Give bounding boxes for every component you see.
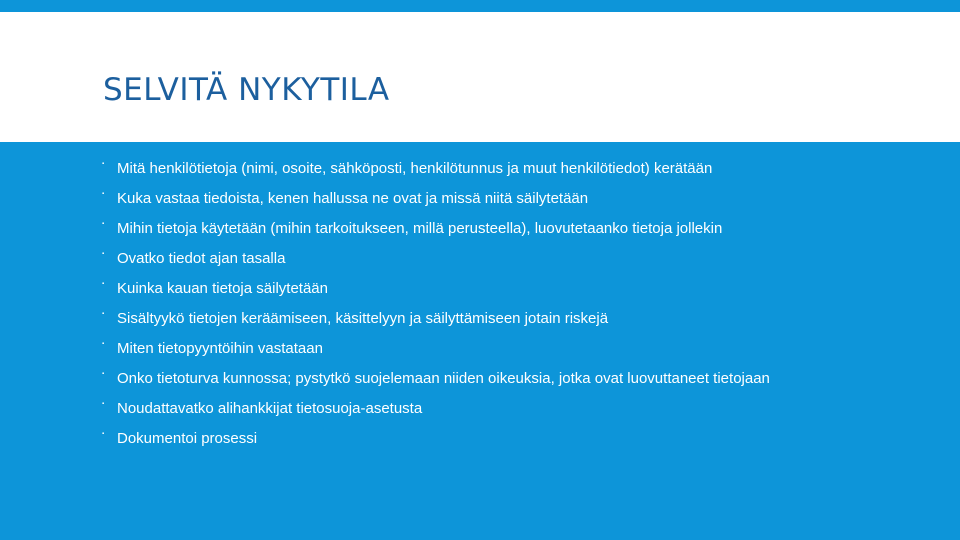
bullet-item bbox=[100, 308, 860, 328]
square-bullet-icon: ▪ bbox=[102, 341, 105, 347]
square-bullet-icon: ▪ bbox=[102, 431, 105, 437]
bullet-text: Dokumentoi prosessi bbox=[117, 430, 258, 447]
bullet-item bbox=[100, 248, 860, 268]
bullet-item bbox=[100, 428, 860, 448]
bullet-item bbox=[100, 278, 860, 298]
bullet-item bbox=[100, 158, 860, 178]
square-bullet-icon: ▪ bbox=[102, 221, 105, 227]
bullet-text: Kuinka kauan tietoja säilytetään bbox=[117, 280, 328, 297]
bullet-item bbox=[100, 398, 860, 418]
square-bullet-icon: ▪ bbox=[102, 311, 105, 317]
bullet-list bbox=[100, 158, 860, 458]
bullet-text: Noudattavatko alihankkijat tietosuoja-asetusta bbox=[117, 400, 423, 417]
bullet-text: Onko tietoturva kunnossa; pystytkö suojelemaan niiden oikeuksia, jotka ovat luovuttaneet tietojaan bbox=[117, 370, 770, 387]
bullet-text: Mihin tietoja käytetään (mihin tarkoitukseen, millä perusteella), luovutetaanko tietoja jollekin bbox=[117, 220, 723, 237]
bullet-text: Miten tietopyyntöihin vastataan bbox=[117, 340, 323, 357]
bullet-item bbox=[100, 188, 860, 208]
square-bullet-icon: ▪ bbox=[102, 371, 105, 377]
bullet-text: Kuka vastaa tiedoista, kenen hallussa ne ovat ja missä niitä säilytetään bbox=[117, 190, 589, 207]
square-bullet-icon: ▪ bbox=[102, 251, 105, 257]
bullet-item bbox=[100, 218, 860, 238]
bullet-text: Sisältyykö tietojen keräämiseen, käsittelyyn ja säilyttämiseen jotain riskejä bbox=[117, 310, 609, 327]
bullet-text: Ovatko tiedot ajan tasalla bbox=[117, 250, 286, 267]
slide-title: SELVITÄ NYKYTILA bbox=[103, 72, 390, 108]
square-bullet-icon: ▪ bbox=[102, 281, 105, 287]
bullet-text: Mitä henkilötietoja (nimi, osoite, sähköposti, henkilötunnus ja muut henkilötiedot) kerätään bbox=[117, 160, 713, 177]
square-bullet-icon: ▪ bbox=[102, 191, 105, 197]
square-bullet-icon: ▪ bbox=[102, 401, 105, 407]
bullet-item bbox=[100, 338, 860, 358]
square-bullet-icon: ▪ bbox=[102, 161, 105, 167]
bullet-item bbox=[100, 368, 860, 388]
title-band bbox=[0, 12, 960, 142]
